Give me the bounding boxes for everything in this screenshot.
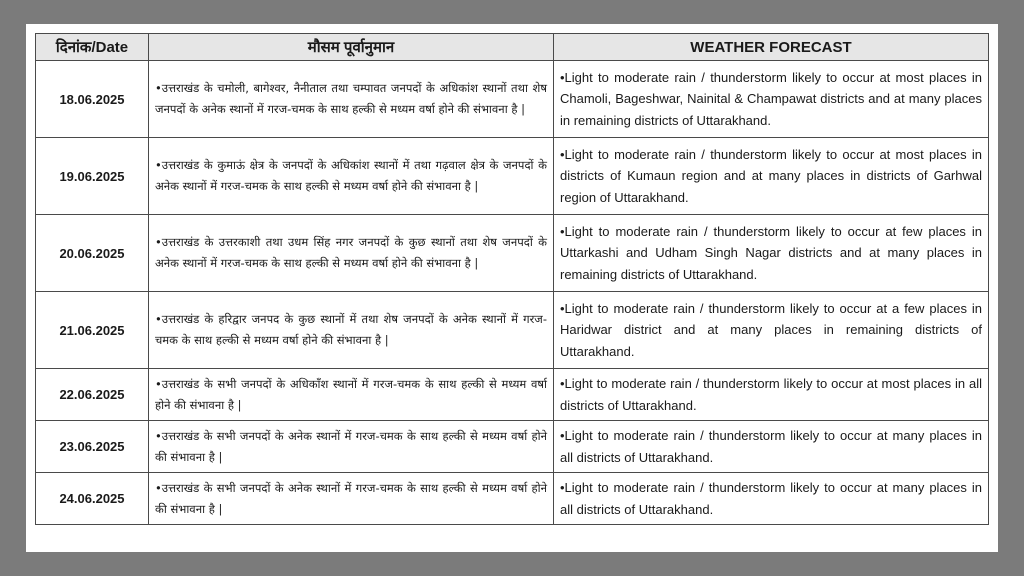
date-cell: 21.06.2025 [36, 292, 149, 369]
header-hindi-forecast: मौसम पूर्वानुमान [149, 34, 554, 61]
english-forecast-cell: •Light to moderate rain / thunderstorm likely to occur at few places in Uttarkashi and Udham Singh Nagar districts and at many places in remaining districts of Uttarakhand. [554, 215, 989, 292]
english-forecast-cell: •Light to moderate rain / thunderstorm likely to occur at a few places in Haridwar district and at many places in remaining districts of Uttarakhand. [554, 292, 989, 369]
hindi-forecast-cell: •उत्तराखंड के सभी जनपदों के अनेक स्थानों में गरज-चमक के साथ हल्की से मध्यम वर्षा होने की संभावना है | [149, 473, 554, 525]
table-row [36, 421, 989, 473]
hindi-forecast-cell: •उत्तराखंड के सभी जनपदों के अधिकाँश स्थानों में गरज-चमक के साथ हल्की से मध्यम वर्षा होने की संभावना है | [149, 369, 554, 421]
table-row [36, 473, 989, 525]
hindi-forecast-cell: •उत्तराखंड के चमोली, बागेश्वर, नैनीताल तथा चम्पावत जनपदों के अधिकांश स्थानों तथा शेष जनपदों के अनेक स्थानों में गरज-चमक के साथ हल्की से मध्यम वर्षा होने की संभावना है | [149, 61, 554, 138]
date-cell: 20.06.2025 [36, 215, 149, 292]
hindi-forecast-cell: •उत्तराखंड के उत्तरकाशी तथा उधम सिंह नगर जनपदों के कुछ स्थानों तथा शेष जनपदों के अनेक स्थानों में गरज-चमक के साथ हल्की से मध्यम वर्षा होने की संभावना है | [149, 215, 554, 292]
english-forecast-cell: •Light to moderate rain / thunderstorm likely to occur at most places in Chamoli, Bageshwar, Nainital & Champawat districts and at many places in remaining districts of Uttarakhand. [554, 61, 989, 138]
table-row [36, 292, 989, 369]
table-row [36, 138, 989, 215]
header-row [36, 34, 989, 61]
english-forecast-cell: •Light to moderate rain / thunderstorm likely to occur at most places in all districts of Uttarakhand. [554, 369, 989, 421]
header-english-forecast: WEATHER FORECAST [554, 34, 989, 61]
date-cell: 18.06.2025 [36, 61, 149, 138]
header-date: दिनांक/Date [36, 34, 149, 61]
date-cell: 23.06.2025 [36, 421, 149, 473]
hindi-forecast-cell: •उत्तराखंड के हरिद्वार जनपद के कुछ स्थानों में तथा शेष जनपदों के अनेक स्थानों में गरज-चमक के साथ हल्की से मध्यम वर्षा होने की संभावना है | [149, 292, 554, 369]
date-cell: 19.06.2025 [36, 138, 149, 215]
english-forecast-cell: •Light to moderate rain / thunderstorm likely to occur at many places in all districts of Uttarakhand. [554, 421, 989, 473]
date-cell: 22.06.2025 [36, 369, 149, 421]
table-row [36, 61, 989, 138]
forecast-table [35, 33, 989, 525]
english-forecast-cell: •Light to moderate rain / thunderstorm likely to occur at many places in all districts of Uttarakhand. [554, 473, 989, 525]
date-cell: 24.06.2025 [36, 473, 149, 525]
english-forecast-cell: •Light to moderate rain / thunderstorm likely to occur at most places in districts of Kumaun region and at many places in districts of Garhwal region of Uttarakhand. [554, 138, 989, 215]
table-row [36, 369, 989, 421]
hindi-forecast-cell: •उत्तराखंड के कुमाऊं क्षेत्र के जनपदों के अधिकांश स्थानों में तथा गढ़वाल क्षेत्र के जनपदों के अनेक स्थानों में गरज-चमक के साथ हल्की से मध्यम वर्षा होने की संभावना है | [149, 138, 554, 215]
table-row [36, 215, 989, 292]
hindi-forecast-cell: •उत्तराखंड के सभी जनपदों के अनेक स्थानों में गरज-चमक के साथ हल्की से मध्यम वर्षा होने की संभावना है | [149, 421, 554, 473]
forecast-sheet [26, 24, 998, 552]
